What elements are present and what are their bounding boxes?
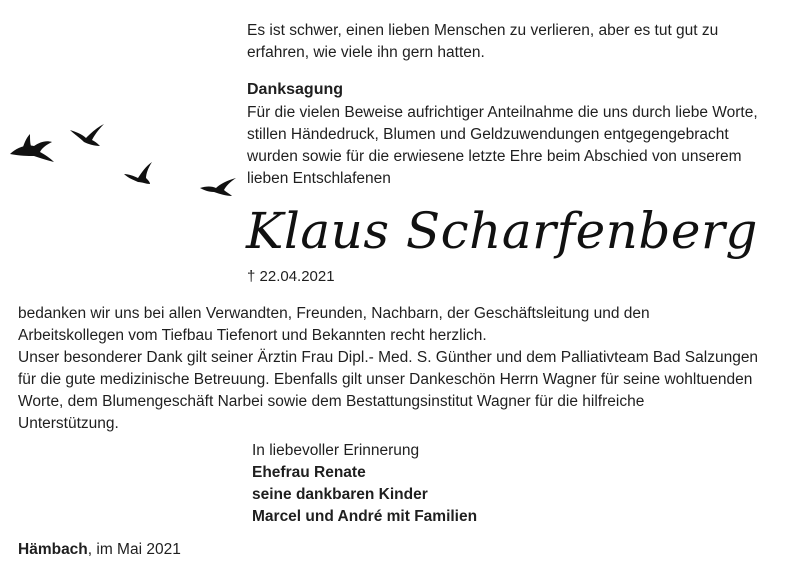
- thanks-line: stillen Händedruck, Blumen und Geldzuwendungen entgegengebracht: [247, 126, 729, 143]
- deceased-name: Klaus Scharfenberg: [246, 202, 758, 260]
- memory-intro: In liebevoller Erinnerung: [252, 442, 420, 459]
- mourner-line: Marcel und André mit Familien: [252, 508, 478, 525]
- place-date: [18, 539, 181, 561]
- memory-signature: [252, 440, 477, 528]
- place-name: Hämbach: [18, 541, 88, 558]
- quote-line: erfahren, wie viele ihn gern hatten.: [247, 44, 485, 61]
- body-line: Arbeitskollegen vom Tiefbau Tiefenort und Bekannten recht herzlich.: [18, 327, 487, 344]
- thanks-line: Für die vielen Beweise aufrichtiger Anteilnahme die uns durch liebe Worte,: [247, 104, 758, 121]
- thanks-text: [247, 102, 758, 190]
- bird-icon: [10, 134, 54, 162]
- thanks-line: wurden sowie für die erwiesene letzte Ehre beim Abschied von unserem: [247, 148, 742, 165]
- body-line: bedanken wir uns bei allen Verwandten, Freunden, Nachbarn, der Geschäftsleitung und den: [18, 305, 650, 322]
- quote-line: Es ist schwer, einen lieben Menschen zu verlieren, aber es tut gut zu: [247, 22, 719, 39]
- date-text: , im Mai 2021: [87, 541, 181, 558]
- mourner-line: seine dankbaren Kinder: [252, 486, 428, 503]
- mourner-line: Ehefrau Renate: [252, 464, 366, 481]
- body-line: Unterstützung.: [18, 415, 119, 432]
- thanks-heading: Danksagung: [247, 81, 344, 98]
- bird-icon: [200, 178, 236, 196]
- body-line: Worte, dem Blumengeschäft Narbei sowie dem Bestattungsinstitut Wagner für die hilfreiche: [18, 393, 645, 410]
- body-line: Unser besonderer Dank gilt seiner Ärztin Frau Dipl.- Med. S. Günther und dem Palliativteam Bad Salzungen: [18, 349, 759, 366]
- bird-icon: [124, 162, 152, 184]
- flying-birds-icon: [0, 110, 250, 210]
- death-date: † 22.04.2021: [247, 268, 335, 285]
- opening-quote: [247, 20, 718, 64]
- bird-icon: [70, 124, 104, 146]
- body-line: für die gute medizinische Betreuung. Ebenfalls gilt unser Dankeschön Herrn Wagner für seine wohltuenden: [18, 371, 753, 388]
- body-text: [18, 303, 758, 435]
- thanks-line: lieben Entschlafenen: [247, 170, 391, 187]
